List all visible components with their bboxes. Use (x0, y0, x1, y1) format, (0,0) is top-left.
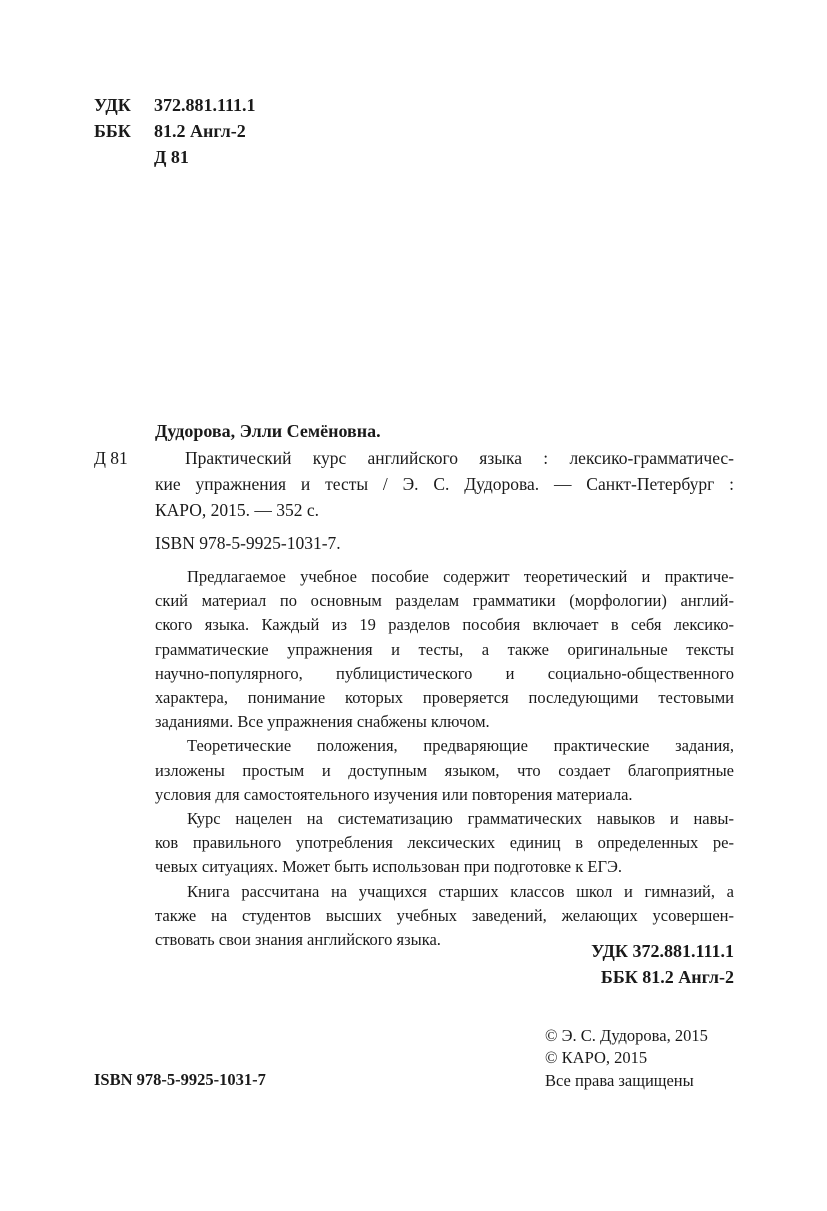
udk-label: УДК (94, 95, 131, 115)
isbn-bottom: ISBN 978-5-9925-1031-7 (94, 1070, 266, 1089)
annotation-line: условия для самостоятельного изучения или повторения материала. (155, 784, 633, 804)
annotation-line: грамматические упражнения и тесты, а также оригинальные тексты (155, 639, 734, 659)
udk-bottom: УДК 372.881.111.1 (591, 941, 734, 961)
bbk-label: ББК (94, 121, 131, 141)
bbk-top (94, 118, 246, 144)
title-line-2: кие упражнения и тесты / Э. С. Дудорова. — Санкт-Петербург : (155, 474, 734, 494)
rights-reserved: Все права защищены (545, 1071, 694, 1090)
annotation-line: изложены простым и доступным языком, что создает благоприятные (155, 760, 734, 780)
bbk-bottom: ББК 81.2 Англ-2 (600, 967, 734, 987)
annotation-line: научно-популярного, публицистического и социально-общественного (155, 663, 734, 683)
bibliographic-description (155, 445, 734, 523)
annotation-line: ствовать свои знания английского языка. (155, 930, 441, 950)
copyright-author: © Э. С. Дудорова, 2015 (545, 1026, 708, 1045)
annotation-line: также на студентов высших учебных заведений, желающих усовершен- (155, 905, 734, 925)
bbk-value: 81.2 Англ-2 (154, 121, 246, 141)
annotation-line: ский материал по основным разделам грамматики (морфологии) англий- (155, 591, 734, 611)
annotation-line: Курс нацелен на систематизацию грамматических навыков и навы- (187, 809, 734, 829)
annotation-line: заданиями. Все упражнения снабжены ключом. (155, 712, 490, 732)
annotation (155, 565, 734, 952)
title-line-3: КАРО, 2015. — 352 с. (155, 500, 320, 520)
udk-value: 372.881.111.1 (154, 95, 256, 115)
author-mark-top (94, 144, 189, 170)
annotation-line: Предлагаемое учебное пособие содержит теоретический и практиче- (187, 567, 734, 586)
annotation-line: ского языка. Каждый из 19 разделов пособия включает в себя лексико- (155, 615, 734, 635)
annotation-line: Теоретические положения, предваряющие практические задания, (187, 736, 734, 756)
udk-top (94, 92, 256, 118)
card-author-mark: Д 81 (94, 448, 128, 468)
annotation-line: характера, понимание которых проверяется последующими тестовыми (155, 688, 734, 708)
title-line-1: Практический курс английского языка : лексико-грамматичес- (185, 448, 734, 468)
author-name: Дудорова, Элли Семёновна. (155, 421, 381, 441)
annotation-line: чевых ситуациях. Может быть использован при подготовке к ЕГЭ. (155, 857, 622, 877)
annotation-line: Книга рассчитана на учащихся старших классов школ и гимназий, а (187, 881, 734, 901)
author-mark-value: Д 81 (154, 147, 189, 167)
copyright-publisher: © КАРО, 2015 (545, 1048, 648, 1067)
card-isbn: ISBN 978-5-9925-1031-7. (155, 533, 341, 553)
annotation-line: ков правильного употребления лексических единиц в определенных ре- (155, 833, 734, 853)
